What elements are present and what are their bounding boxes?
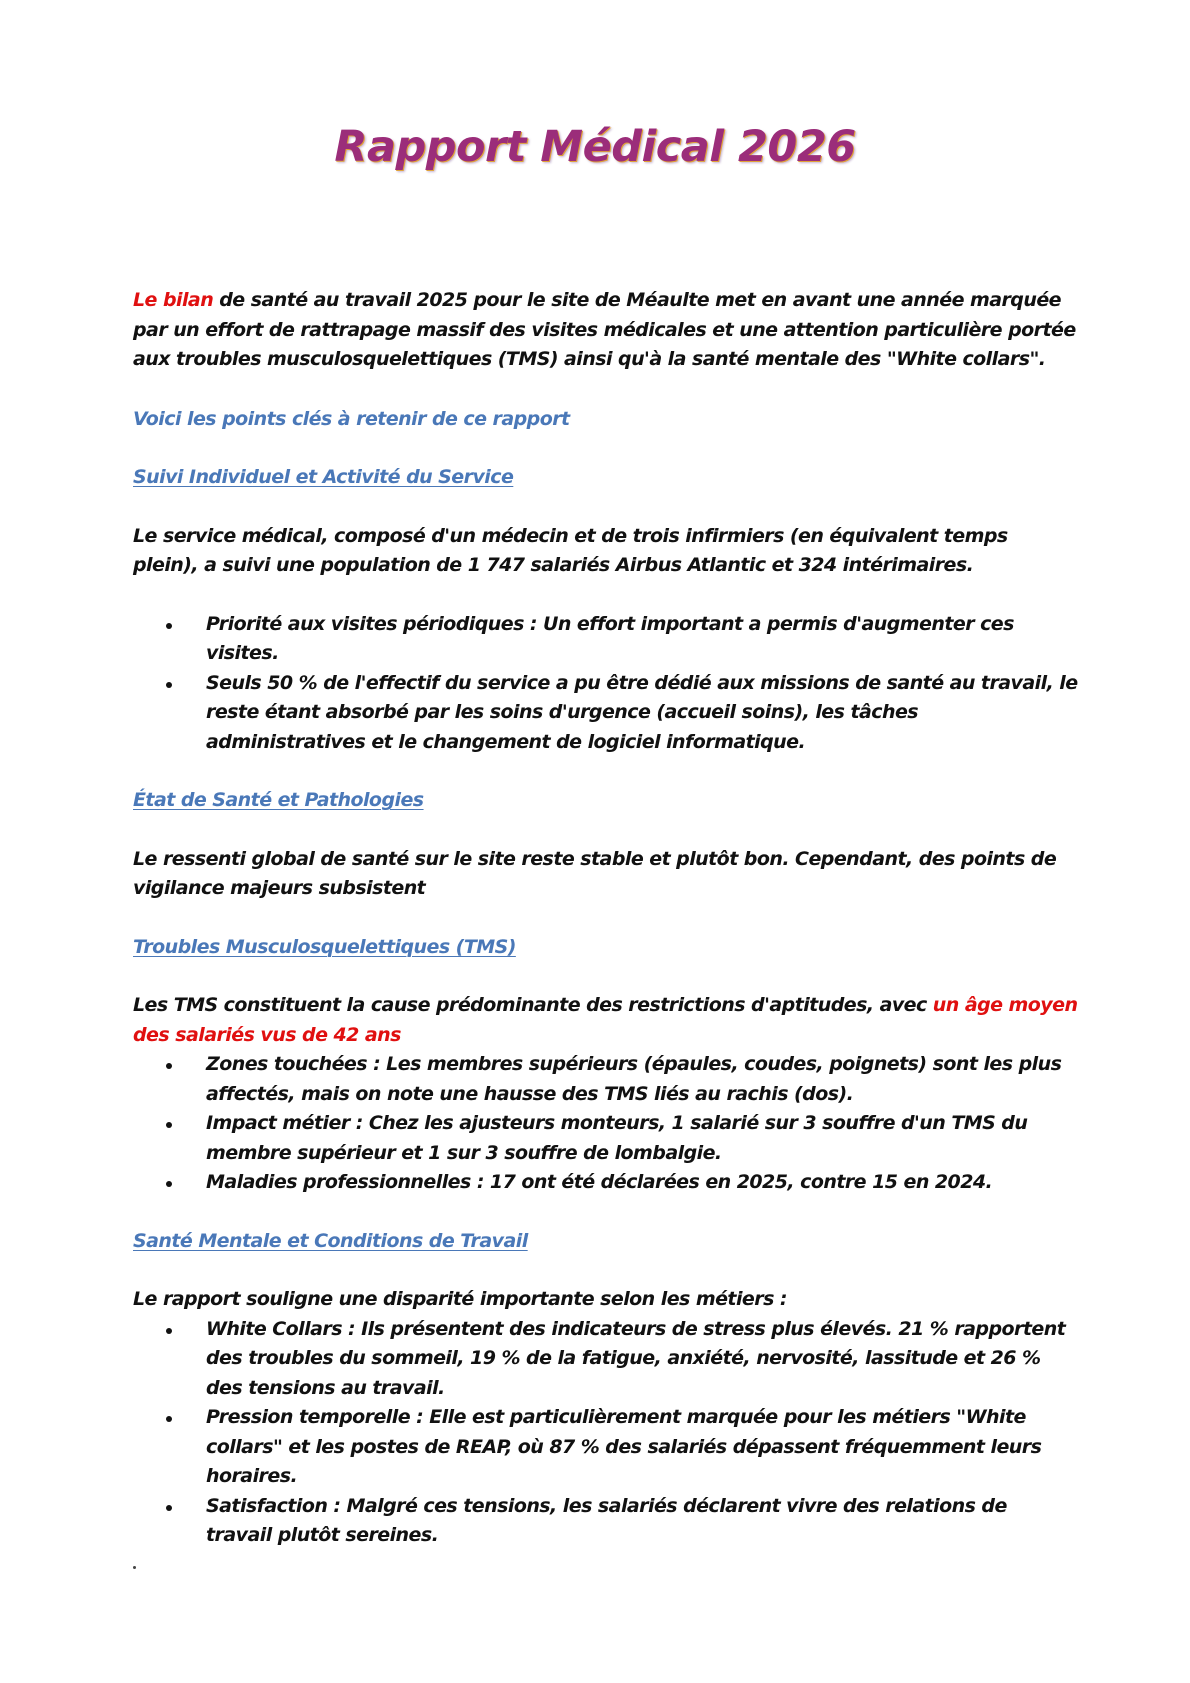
list-item: Maladies professionnelles : 17 ont été déclarées en 2025, contre 15 en 2024.	[133, 1168, 1078, 1198]
intro-text: de santé au travail 2025 pour le site de Méaulte met en avant une année marquée par un effort de rattrapage massif des visites médicales et une attention particulière portée aux troubles musculosquelettiques (TMS) ainsi qu'à la santé mentale des "White collars".	[133, 289, 1076, 370]
list-item: White Collars : Ils présentent des indicateurs de stress plus élevés. 21 % rapportent des troubles du sommeil, 19 % de la fatigue, anxiété, nervosité, lassitude et 26 % des tensions au travail.	[133, 1315, 1078, 1404]
bullet-icon	[166, 1063, 172, 1069]
bullet-icon	[166, 1505, 172, 1511]
section-heading-etat: État de Santé et Pathologies	[133, 789, 424, 811]
list-item: Seuls 50 % de l'effectif du service a pu être dédié aux missions de santé au travail, le reste étant absorbé par les soins d'urgence (accueil soins), les tâches administratives et le changement de logiciel informatique.	[133, 669, 1078, 758]
key-points-lead: Voici les points clés à retenir de ce rapport	[133, 407, 570, 430]
section-paragraph-mentale: Le rapport souligne une disparité importante selon les métiers :	[133, 1288, 787, 1310]
bullet-list-tms	[133, 1050, 1078, 1198]
bullet-icon	[166, 682, 172, 688]
section-heading-suivi: Suivi Individuel et Activité du Service	[133, 466, 514, 488]
section-paragraph-tms: Les TMS constituent la cause prédominante des restrictions d'aptitudes, avec un âge moyen des salariés vus de 42 ans	[133, 994, 1078, 1046]
bullet-icon	[166, 1122, 172, 1128]
bullet-list-mentale	[133, 1315, 1078, 1551]
bullet-icon	[166, 1416, 172, 1422]
section-heading-tms: Troubles Musculosquelettiques (TMS)	[133, 935, 516, 958]
section-heading-mentale: Santé Mentale et Conditions de Travail	[133, 1229, 528, 1252]
list-item: Pression temporelle : Elle est particulièrement marquée pour les métiers "White collars" et les postes de REAP, où 87 % des salariés dépassent fréquemment leurs horaires.	[133, 1403, 1078, 1492]
document-body	[133, 286, 1078, 1551]
age-highlight: un âge moyen des salariés vus de 42 ans	[133, 994, 1078, 1046]
intro-paragraph	[133, 286, 1078, 375]
bullet-list-suivi	[133, 610, 1078, 758]
list-item: Impact métier : Chez les ajusteurs monteurs, 1 salarié sur 3 souffre d'un TMS du membre supérieur et 1 sur 3 souffre de lombalgie.	[133, 1109, 1078, 1168]
list-item: Satisfaction : Malgré ces tensions, les salariés déclarent vivre des relations de travail plutôt sereines.	[133, 1492, 1078, 1551]
document-title: Rapport Médical 2026	[334, 122, 856, 172]
list-item: Zones touchées : Les membres supérieurs (épaules, coudes, poignets) sont les plus affectés, mais on note une hausse des TMS liés au rachis (dos).	[133, 1050, 1078, 1109]
list-item: Priorité aux visites périodiques : Un effort important a permis d'augmenter ces visites.	[133, 610, 1078, 669]
bullet-icon	[166, 1328, 172, 1334]
section-paragraph-etat: Le ressenti global de santé sur le site reste stable et plutôt bon. Cependant, des points de vigilance majeurs subsistent	[133, 847, 1057, 899]
section-paragraph-suivi: Le service médical, composé d'un médecin et de trois infirmiers (en équivalent temps plein), a suivi une population de 1 747 salariés Airbus Atlantic et 324 intérimaires.	[133, 524, 1008, 576]
bullet-icon	[166, 623, 172, 629]
trailing-dot	[133, 1566, 136, 1569]
bullet-icon	[166, 1181, 172, 1187]
intro-highlight: Le bilan	[133, 289, 214, 311]
